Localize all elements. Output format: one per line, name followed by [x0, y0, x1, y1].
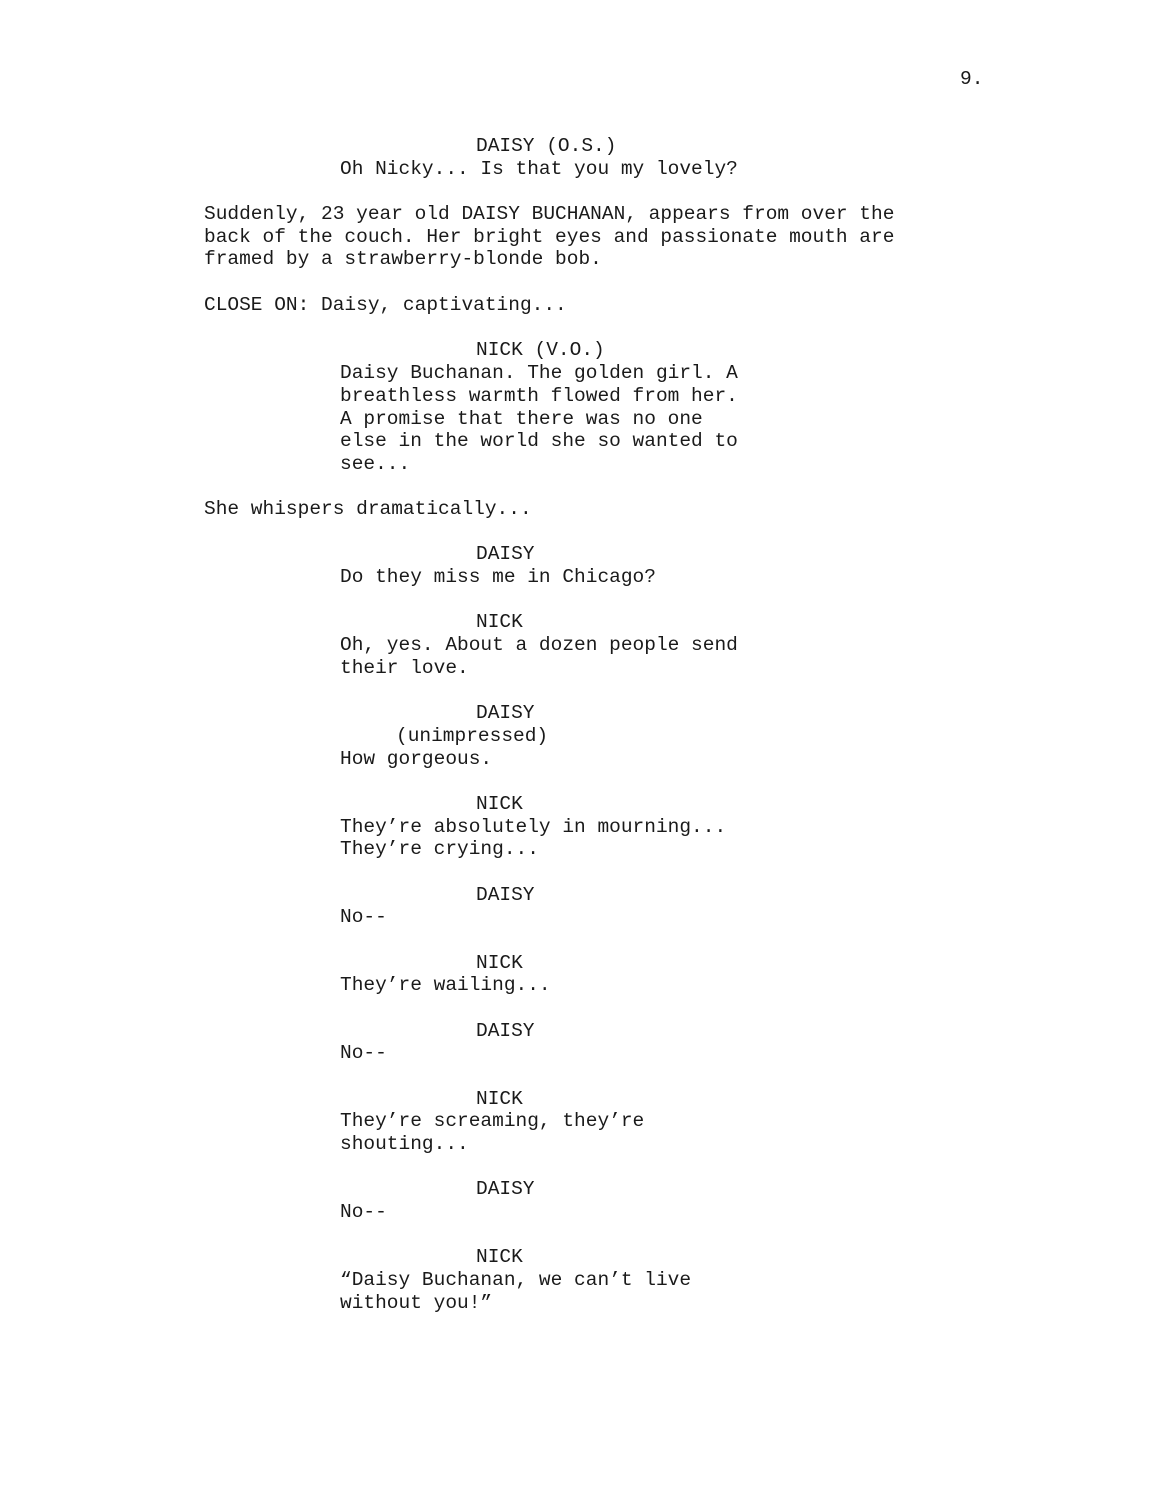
action-line: back of the couch. Her bright eyes and passionate mouth are: [204, 226, 895, 248]
dialogue-line: They’re absolutely in mourning...: [340, 816, 727, 838]
page-number: 9.: [960, 68, 984, 90]
character-cue: NICK: [476, 1246, 523, 1268]
character-cue: NICK (V.O.): [476, 339, 605, 361]
dialogue-line: shouting...: [340, 1133, 469, 1155]
dialogue-line: their love.: [340, 657, 469, 679]
dialogue-line: A promise that there was no one: [340, 408, 703, 430]
action-line: She whispers dramatically...: [204, 498, 532, 520]
dialogue-line: Oh Nicky... Is that you my lovely?: [340, 158, 738, 180]
dialogue-line: They’re crying...: [340, 838, 539, 860]
dialogue-line: No--: [340, 906, 387, 928]
character-cue: DAISY: [476, 702, 535, 724]
dialogue-line: No--: [340, 1042, 387, 1064]
dialogue-line: else in the world she so wanted to: [340, 430, 738, 452]
character-cue: NICK: [476, 1088, 523, 1110]
dialogue-line: without you!”: [340, 1292, 493, 1314]
dialogue-line: Do they miss me in Chicago?: [340, 566, 656, 588]
character-cue: DAISY: [476, 884, 535, 906]
character-cue: NICK: [476, 611, 523, 633]
character-cue: DAISY: [476, 1178, 535, 1200]
action-line: Suddenly, 23 year old DAISY BUCHANAN, appears from over the: [204, 203, 895, 225]
dialogue-line: Oh, yes. About a dozen people send: [340, 634, 738, 656]
dialogue-line: They’re screaming, they’re: [340, 1110, 645, 1132]
dialogue-line: “Daisy Buchanan, we can’t live: [340, 1269, 692, 1291]
parenthetical: (unimpressed): [396, 725, 549, 747]
dialogue-line: They’re wailing...: [340, 974, 551, 996]
dialogue-line: Daisy Buchanan. The golden girl. A: [340, 362, 738, 384]
dialogue-line: see...: [340, 453, 411, 475]
character-cue: NICK: [476, 952, 523, 974]
action-line: framed by a strawberry-blonde bob.: [204, 248, 602, 270]
action-line: CLOSE ON: Daisy, captivating...: [204, 294, 567, 316]
character-cue: DAISY: [476, 1020, 535, 1042]
dialogue-line: How gorgeous.: [340, 748, 493, 770]
character-cue: DAISY: [476, 543, 535, 565]
dialogue-line: No--: [340, 1201, 387, 1223]
dialogue-line: breathless warmth flowed from her.: [340, 385, 738, 407]
character-cue: DAISY (O.S.): [476, 135, 617, 157]
character-cue: NICK: [476, 793, 523, 815]
